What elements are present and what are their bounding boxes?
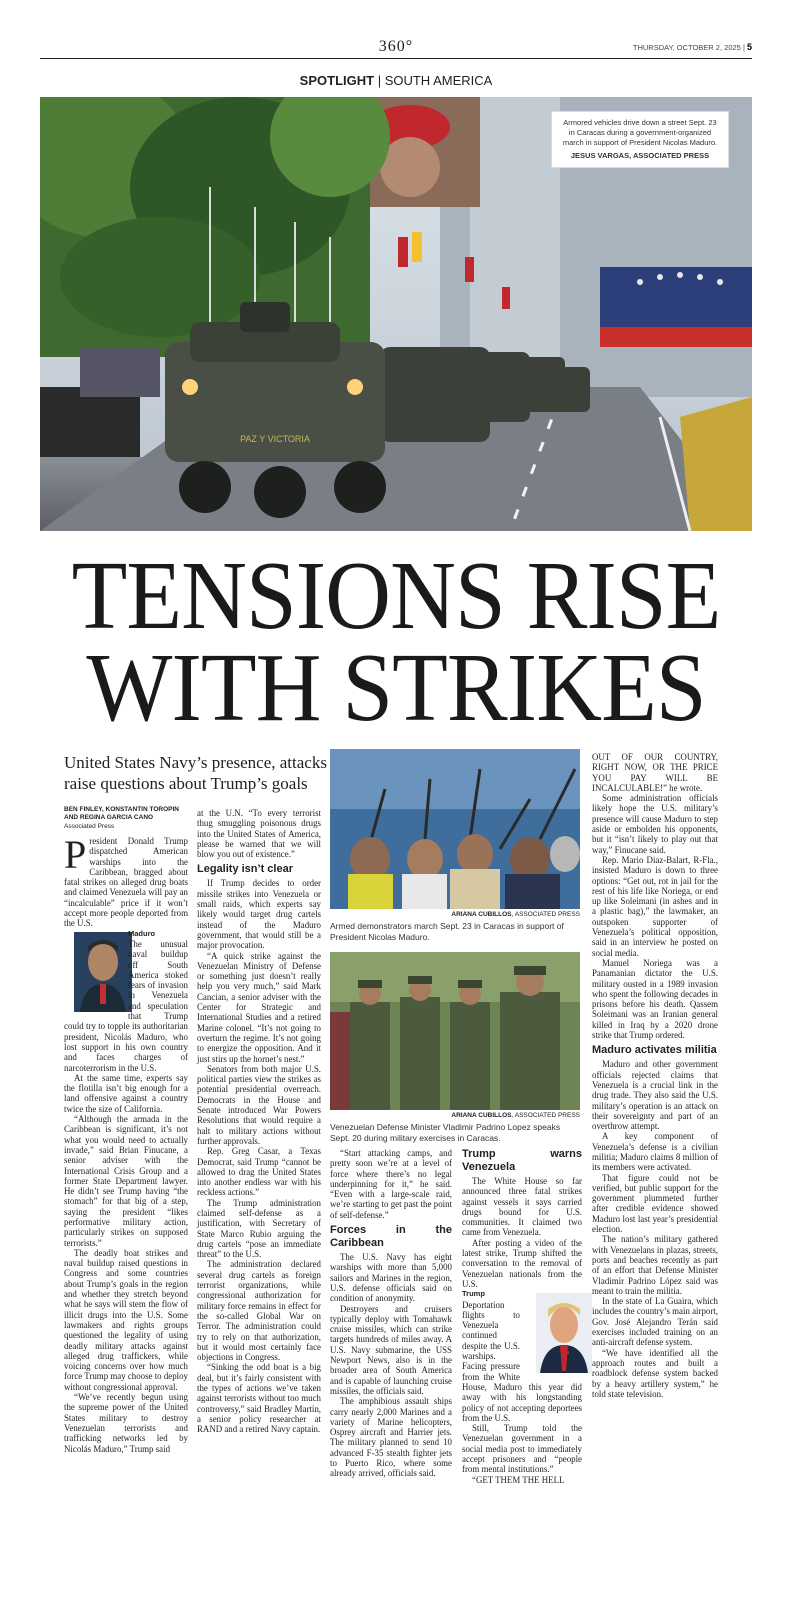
photo-defense-minister-caption: Venezuelan Defense Minister Vladimir Padrino Lopez speaks Sept. 20 during military exercises in Caracas.: [330, 1122, 561, 1143]
photo-demonstrators-caption: Armed demonstrators march Sept. 23 in Caracas in support of President Nicolas Maduro.: [330, 921, 564, 942]
vehicle-marking: PAZ Y VICTORIA: [240, 434, 310, 444]
maduro-label: Maduro: [128, 928, 156, 938]
page-number: 5: [746, 42, 752, 52]
column-1: [64, 832, 188, 1454]
subhead-legality: Legality isn’t clear: [197, 863, 293, 876]
drop-cap: P: [64, 832, 87, 877]
col1-p6: “We’ve recently begun using the supreme power of the United States military to destroy Venezuelan terrorists and trafficking networks led by Nicolás Maduro,” Trump said: [64, 1392, 188, 1454]
col1-p5: The deadly boat strikes and naval buildup raised questions in Congress and some countries about Trump’s goals in the region and whether they stretch beyond what he says will stem the flow of illicit drugs into the U.S. Some lawmakers and rights groups questioned the legality of using deadly military attacks against alleged drug traffickers, while voicing concerns over how much force Trump may choose to deploy without congressional approval.: [64, 1247, 188, 1392]
column-5: [592, 752, 718, 1399]
headline: [28, 542, 765, 742]
subhead-forces: Forces in the Caribbean: [330, 1224, 452, 1250]
column-4: [462, 1148, 582, 1485]
col3-p2: The U.S. Navy has eight warships with more than 5,000 sailors and Marines in the region, U.S. defense officials said on condition of anonymity.: [330, 1252, 452, 1304]
col5-p2: Some administration officials likely hope the U.S. military’s presence will cause Maduro to step aside or embolden his opponents, but it “isn’t likely to play out that way,” Finucane said.: [592, 793, 718, 855]
photo-demonstrators-credit: [330, 911, 580, 918]
col5-p6: A key component of Venezuela’s defense is a civilian militia; Maduro claims 8 million of its members were activated.: [592, 1131, 718, 1173]
issue-date: THURSDAY, OCTOBER 2, 2025: [632, 43, 741, 52]
col1-p2-text: The unusual naval buildup off South America stoked fears of invasion in Venezuela and speculation that Trump could try to topple its authoritarian president, Nicolás Maduro, who lost support in his own country and faces charges of narcoterrorism in the U.S.: [64, 938, 188, 1073]
subhead-militia: Maduro activates militia: [592, 1044, 717, 1057]
agency: Associated Press: [64, 823, 115, 830]
col5-p9: In the state of La Guaira, which includes the country’s main airport, Gov. José Alejandro Terán said exercises included training on an anti-aircraft defense system.: [592, 1296, 718, 1348]
column-2: [197, 808, 321, 1435]
col5-p8: The nation’s military gathered with Venezuelans in plazas, streets, ports and beaches recently as part of an effort that Defense Minister Vladimir Padrino López said was meant to train the militia.: [592, 1234, 718, 1296]
photo3-credit-name: ARIANA CUBILLOS: [451, 1112, 512, 1119]
headline-line-1: TENSIONS RISE: [71, 542, 721, 650]
photo-defense-minister-credit: [330, 1112, 580, 1119]
col2-p4: Senators from both major U.S. political parties view the strikes as potential presidential overreach. Democrats in the House and Senate introduced War Powers Resolutions that would require a halt to military actions without further approvals.: [197, 1063, 321, 1146]
col5-p5: Maduro and other government officials rejected claims that Venezuela is a crucial link in the drug trade. They also said the U.S. military’s operation is an attack on their sovereignty and part of an overthrow attempt.: [592, 1059, 718, 1132]
deck: United States Navy’s presence, attacks raise questions about Trump’s goals: [64, 753, 327, 793]
region-label: SOUTH AMERICA: [384, 73, 493, 88]
col4-p1: The White House so far announced three fatal strikes against vessels it says carried drugs bound for U.S. communities. It claimed two came from Venezuela.: [462, 1176, 582, 1238]
photo-defense-minister: [330, 952, 580, 1110]
photo2-credit-name: ARIANA CUBILLOS: [451, 911, 512, 918]
col5-p10: “We have identified all the approach routes and built a roadblock defense system backed by a heavy artillery system,” he told state television.: [592, 1347, 718, 1399]
maduro-mug: [64, 932, 122, 1014]
photo2-credit-org: , ASSOCIATED PRESS: [511, 911, 580, 918]
col5-p1: OUT OF OUR COUNTRY, RIGHT NOW, OR THE PRICE YOU PAY WILL BE INCALCULABLE!” he wrote.: [592, 752, 718, 793]
section-name: 360°: [378, 38, 414, 55]
col2-p3: “A quick strike against the Venezuelan Ministry of Defense or something just doesn’t really help you very much,” said Mark Cancian, a senior adviser with the Center for Strategic and International Studies and a retired Marine colonel. “It’s not going to overturn the regime. It’s not going to energize the opposition. And it just stirs up the hornet’s nest.”: [197, 950, 321, 1064]
col5-p4: Manuel Noriega was a Panamanian dictator the U.S. military ousted in a 1989 invasion who spent the following decades in prisons before his death. Qassem Soleimani was an Iranian general killed in Iraq by a 2020 drone strike that Trump ordered.: [592, 957, 718, 1041]
col4-p2: After posting a video of the latest strike, Trump shifted the conversation to the removal of Venezuelan nationals from the U.S.: [462, 1237, 582, 1289]
col5-p3: Rep. Mario Diaz-Balart, R-Fla., insisted Maduro is down to three options: “Get out, rot in jail for the rest of his life like Noriega, or end up like Soleimani (in ashes and in a plastic bag),” the lawmaker, an outspoken supporter of Venezuela’s political opposition, said in an interview he posted on social media.: [592, 854, 718, 958]
col3-p3: Destroyers and cruisers typically deploy with Tomahawk cruise missiles, which can strike targets hundreds of miles away. A U.S. Navy submarine, the USS Newport News, also is in the broader area of South America and is capable of launching cruise missiles, the officials said.: [330, 1303, 452, 1396]
col1-p4: “Although the armada in the Caribbean is significant, it’s not what you would need to actually invade,” said Brian Finucane, a senior adviser with the International Crisis Group and a former State Department lawyer. He didn’t see Trump having “the stomach” for that big of a step, saying the president “likes performative military action, particularly strikes on supposed terrorists.”: [64, 1114, 188, 1248]
headline-line-2: WITH STRIKES: [86, 634, 706, 742]
col1-p3: At the same time, experts say the flotilla isn’t big enough for a land offensive against a country twice the size of California.: [64, 1072, 188, 1114]
col2-p8: “Sinking the odd boat is a big deal, but it’s fairly consistent with the types of actions we’ve taken against terrorists without too much controversy,” said Bradley Martin, a senior policy researcher at RAND and a retired Navy captain.: [197, 1362, 321, 1435]
col5-p7: That figure could not be verified, but public support for the government plummeted further after credible evidence showed Maduro lost last year’s presidential election.: [592, 1172, 718, 1235]
col2-p1: at the U.N. “To every terrorist thug smuggling poisonous drugs into the United States of America, please be warned that we will blow you out of existence.”: [197, 808, 321, 860]
photo3-credit-org: , ASSOCIATED PRESS: [511, 1112, 580, 1119]
trump-label: Trump: [462, 1289, 485, 1299]
lead-photo-credit: JESUS VARGAS, ASSOCIATED PRESS: [570, 151, 710, 160]
col3-p4: The amphibious assault ships carry nearly 2,000 Marines and a variety of Marine helicopters, Osprey aircraft and Harrier jets. The military planned to send 10 advanced F-35 stealth fighter jets to Puerto Rico, where some already arrived, officials said.: [330, 1396, 452, 1479]
byline: BEN FINLEY, KONSTANTIN TOROPIN AND REGINA GARCIA CANO: [64, 806, 179, 821]
trump-mug: [526, 1293, 582, 1375]
col4-p3-text: Deportation flights to Venezuela continued despite the U.S. warships. Facing pressure from the White House, Maduro this year did away with his longstanding policy of not accepting deportees from the U.S.: [462, 1299, 582, 1423]
col4-p5: “GET THEM THE HELL: [472, 1474, 565, 1485]
subhead-trump-warns: Trump warns Venezuela: [462, 1148, 582, 1173]
photo-demonstrators: [330, 749, 580, 909]
lead-caption-text: Armored vehicles drive down a street Sept. 23 in Caracas during a government-organized march in support of President Nicolas Maduro.: [562, 118, 718, 147]
column-3: [330, 1148, 452, 1479]
col2-p5: Rep. Greg Casar, a Texas Democrat, said Trump “cannot be allowed to drag the United States into another endless war with his reckless actions.”: [197, 1146, 321, 1198]
col2-p2: If Trump decides to order missile strikes into Venezuela or small raids, which experts say likely would target drug cartels instead of the Maduro government, that would still be a major provocation.: [197, 878, 321, 951]
col3-p1: “Start attacking camps, and pretty soon we’re at a level of force where there’s no legal underpinning for it,” he said. “Even with a large-scale raid, we’re starting to get past the point of self-defense.”: [330, 1148, 452, 1220]
col1-p1: resident Donald Trump dispatched American warships into the Caribbean, bragged about fatal strikes on alleged drug boats and claimed Venezuela will pay an “incalculable” price if it won’t accept more people deported from the U.S.: [64, 836, 188, 929]
col2-p6: The Trump administration claimed self-defense as a justification, with Secretary of State Marco Rubio arguing the drug cartels “pose an immediate threat” to the U.S.: [197, 1197, 321, 1260]
header-rule: [40, 58, 752, 59]
dateline: THURSDAY, OCTOBER 2, 2025 | 5: [632, 42, 752, 52]
col2-p7: The administration declared several drug cartels as foreign terrorist organizations, while congressional authorization for military force remains in effect for the so-called Global War on Terror. The administration could try to rely on that authorization, but it would most certainly face objections in Congress.: [197, 1259, 321, 1363]
section-label: SPOTLIGHT | SOUTH AMERICA: [299, 73, 493, 88]
lead-photo-caption: [552, 112, 728, 167]
col4-p4: Still, Trump told the Venezuelan government in a social media post to immediately accept prisoners and “people from mental institutions.”: [462, 1423, 582, 1475]
spotlight-label: SPOTLIGHT: [299, 73, 375, 88]
